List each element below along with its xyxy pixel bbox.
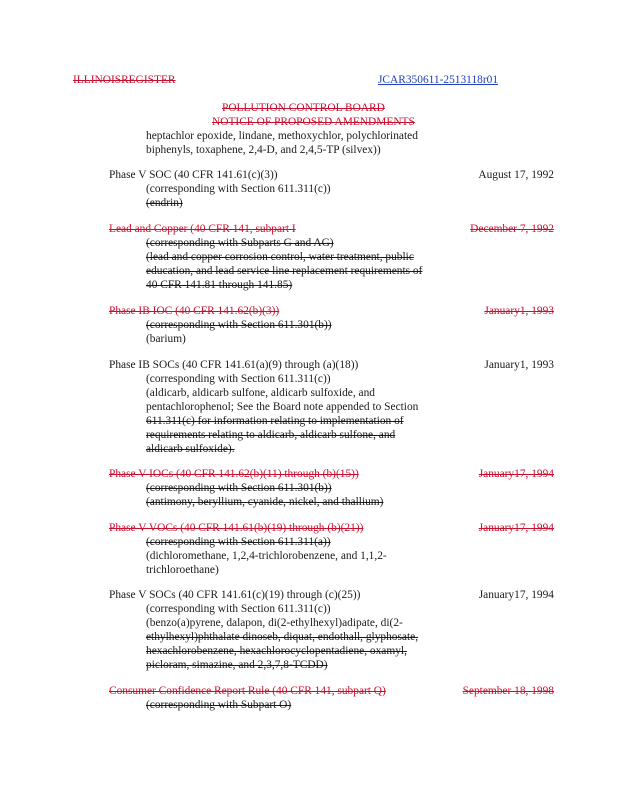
entry-line: hexachlorobenzene, hexachlorocyclopentadiene, oxamyl,: [146, 645, 407, 657]
entry-date: January17, 1994: [478, 468, 554, 480]
entry-title: Phase IB SOCs (40 CFR 141.61(a)(9) through (a)(18)): [109, 359, 359, 371]
entry-line: (corresponding with Section 611.311(c)): [146, 373, 331, 385]
entry-title: Consumer Confidence Report Rule (40 CFR 141, subpart Q): [109, 685, 386, 697]
register-header-right[interactable]: JCAR350611-2513118r01: [378, 74, 499, 86]
entry-date: January17, 1994: [478, 589, 554, 601]
entry-date: January1, 1993: [484, 305, 554, 317]
entry-line: (corresponding with Section 611.301(b)): [146, 482, 332, 494]
entry-line: aldicarb sulfoxide).: [146, 443, 235, 455]
entry-line: (aldicarb, aldicarb sulfone, aldicarb sulfoxide, and: [146, 387, 375, 399]
entry-line: 40 CFR 141.81 through 141.85): [146, 279, 293, 291]
entry-title: Phase V SOCs (40 CFR 141.61(c)(19) through (c)(25)): [109, 589, 361, 601]
entry-line: (corresponding with Subparts G and AG): [146, 237, 334, 249]
entry-line: education, and lead service line replacement requirements of: [146, 265, 423, 277]
intro-line: biphenyls, toxaphene, 2,4-D, and 2,4,5-TP (silvex)): [146, 144, 381, 156]
entry-title: Phase V IOCs (40 CFR 141.62(b)(11) through (b)(15)): [109, 468, 359, 480]
entry-line: (corresponding with Section 611.301(b)): [146, 319, 332, 331]
entry-line: trichloroethane): [146, 564, 219, 576]
entry-line: (endrin): [146, 197, 183, 209]
entry-line: requirements relating to aldicarb, aldicarb sulfone, and: [146, 429, 396, 441]
entry-line: pentachlorophenol; See the Board note appended to Section: [146, 401, 419, 413]
entry-date: January17, 1994: [478, 522, 554, 534]
entry-date: January1, 1993: [484, 359, 554, 371]
entry-line: (corresponding with Section 611.311(c)): [146, 183, 331, 195]
entry-title: Phase V SOC (40 CFR 141.61(c)(3)): [109, 169, 278, 181]
board-title: POLLUTION CONTROL BOARD: [222, 102, 385, 114]
entry-line: (corresponding with Section 611.311(a)): [146, 536, 331, 548]
entry-line: (barium): [146, 333, 186, 345]
entry-line: ethylhexyl)phthalate dinoseb, diquat, endothall, glyphosate,: [146, 631, 419, 643]
entry-line: (antimony, beryllium, cyanide, nickel, and thallium): [146, 496, 384, 508]
entry-line: (benzo(a)pyrene, dalapon, di(2-ethylhexyl)adipate, di(2-: [146, 617, 403, 629]
entry-date: August 17, 1992: [478, 169, 554, 181]
intro-line: heptachlor epoxide, lindane, methoxychlor, polychlorinated: [146, 130, 418, 142]
entry-line: (corresponding with Subpart O): [146, 699, 292, 711]
notice-title: NOTICE OF PROPOSED AMENDMENTS: [212, 116, 415, 128]
entry-line: (corresponding with Section 611.311(c)): [146, 603, 331, 615]
entry-date: September 18, 1998: [462, 685, 554, 697]
entry-date: December 7, 1992: [470, 223, 554, 235]
entry-line: picloram, simazine, and 2,3,7,8-TCDD): [146, 659, 328, 671]
entry-line: (dichloromethane, 1,2,4-trichlorobenzene, and 1,1,2-: [146, 550, 387, 562]
entry-line: 611.311(c) for information relating to implementation of: [146, 415, 404, 427]
register-header-left: ILLINOISREGISTER: [73, 74, 176, 86]
entry-title: Lead and Copper (40 CFR 141, subpart I: [109, 223, 296, 235]
entry-line: (lead and copper corrosion control, water treatment, public: [146, 251, 414, 263]
entry-title: Phase V VOCs (40 CFR 141.61(b)(19) through (b)(21)): [109, 522, 364, 534]
entry-title: Phase IB IOC (40 CFR 141.62(b)(3)): [109, 305, 280, 317]
